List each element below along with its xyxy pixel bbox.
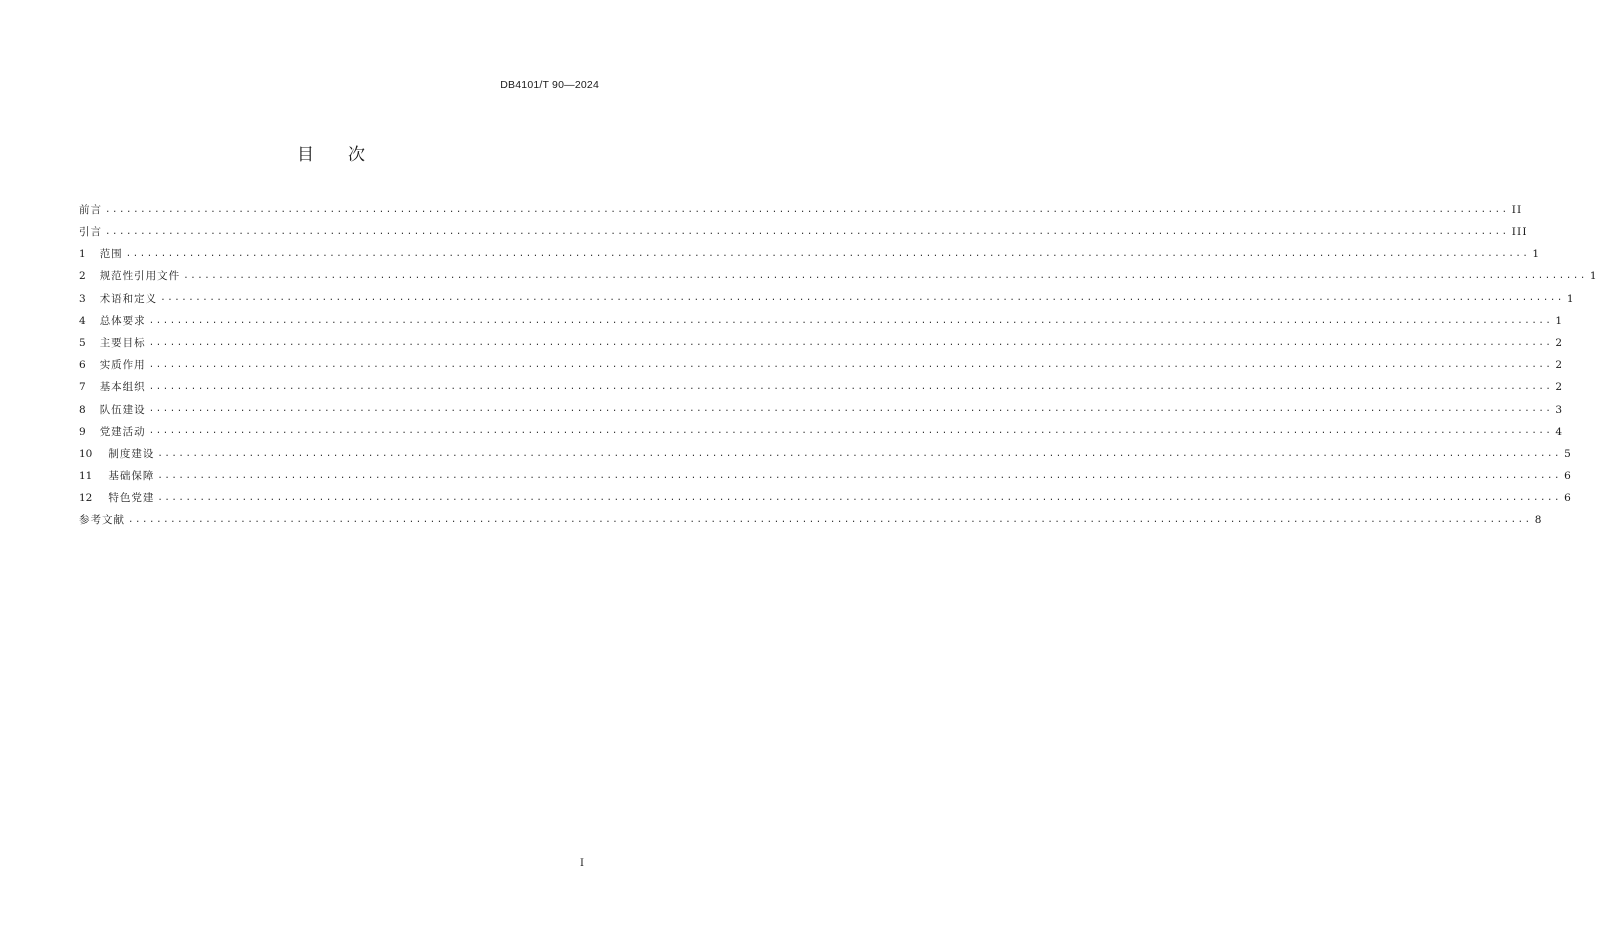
toc-dot-leader: ........................................................................................................................................................................................................ [160, 293, 1564, 304]
toc-dot-leader: ........................................................................................................................................................................................................ [128, 515, 1532, 526]
toc-entry[interactable] [79, 221, 1528, 243]
toc-dot-leader: ........................................................................................................................................................................................................ [105, 226, 1509, 237]
toc-entry-page: 1 [1555, 314, 1564, 327]
toc-entry-page: 5 [1564, 447, 1572, 460]
toc-dot-leader: ........................................................................................................................................................................................................ [148, 404, 1553, 415]
toc-entry[interactable] [79, 510, 1543, 532]
toc-entry-label: 主要目标 [99, 336, 146, 349]
toc-entry-page: 6 [1564, 492, 1572, 505]
toc-entry-label: 基本组织 [99, 381, 146, 394]
toc-dot-leader: ........................................................................................................................................................................................................ [148, 382, 1553, 393]
toc-entry[interactable] [79, 243, 1541, 265]
toc-entry-label: 特色党建 [108, 492, 155, 505]
toc-entry[interactable] [79, 266, 1598, 288]
toc-entry-number: 10 [79, 447, 93, 460]
toc-entry-page: 1 [1589, 270, 1598, 283]
toc-entry-number: 11 [79, 470, 93, 483]
toc-entry-label: 参考文献 [79, 514, 125, 527]
toc-entry[interactable] [79, 399, 1564, 421]
toc-dot-leader: ........................................................................................................................................................................................................ [183, 271, 1587, 282]
toc-entry-page: 1 [1566, 292, 1575, 305]
toc-title: 目次 [297, 145, 399, 165]
toc-entry-label: 实质作用 [99, 359, 146, 372]
toc-entry-page: 2 [1555, 359, 1564, 372]
toc-entry[interactable] [79, 443, 1572, 465]
table-of-contents [79, 199, 1598, 532]
toc-dot-leader: ........................................................................................................................................................................................................ [148, 337, 1553, 348]
toc-dot-leader: ........................................................................................................................................................................................................ [148, 315, 1553, 326]
toc-entry-label: 术语和定义 [99, 292, 158, 305]
toc-dot-leader: ........................................................................................................................................................................................................ [157, 493, 1562, 504]
toc-entry-label: 队伍建设 [99, 403, 146, 416]
toc-entry-label: 前言 [79, 203, 102, 216]
toc-entry-page: III [1511, 226, 1528, 239]
toc-entry[interactable] [79, 199, 1523, 221]
toc-entry-page: 1 [1532, 248, 1541, 261]
toc-entry[interactable] [79, 487, 1572, 509]
toc-entry-number: 7 [79, 381, 86, 394]
toc-entry-label: 党建活动 [99, 425, 146, 438]
toc-dot-leader: ........................................................................................................................................................................................................ [148, 359, 1553, 370]
toc-entry[interactable] [79, 310, 1564, 332]
toc-entry-number: 6 [79, 359, 86, 372]
toc-entry[interactable] [79, 377, 1564, 399]
toc-entry-label: 基础保障 [108, 470, 155, 483]
toc-entry-page: 2 [1555, 336, 1564, 349]
toc-entry-number: 9 [79, 425, 86, 438]
page-number: I [580, 858, 584, 869]
toc-entry[interactable] [79, 332, 1564, 354]
toc-dot-leader: ........................................................................................................................................................................................................ [148, 426, 1553, 437]
toc-entry-number: 1 [79, 248, 86, 261]
toc-dot-leader: ........................................................................................................................................................................................................ [157, 448, 1562, 459]
toc-entry-page: 3 [1555, 403, 1564, 416]
toc-dot-leader: ........................................................................................................................................................................................................ [157, 470, 1562, 481]
toc-entry-number: 12 [79, 492, 93, 505]
toc-entry-number: 2 [79, 270, 86, 283]
toc-entry-page: 4 [1555, 425, 1564, 438]
toc-entry-label: 制度建设 [108, 447, 155, 460]
toc-entry-number: 8 [79, 403, 86, 416]
toc-entry-page: 6 [1564, 470, 1572, 483]
toc-entry-label: 范围 [99, 248, 123, 261]
toc-entry-number: 3 [79, 292, 86, 305]
toc-entry-label: 引言 [79, 226, 102, 239]
toc-entry[interactable] [79, 288, 1575, 310]
toc-dot-leader: ........................................................................................................................................................................................................ [105, 204, 1509, 215]
toc-dot-leader: ........................................................................................................................................................................................................ [125, 248, 1530, 259]
toc-entry-label: 总体要求 [99, 314, 146, 327]
toc-entry[interactable] [79, 465, 1572, 487]
toc-entry-page: 2 [1555, 381, 1564, 394]
toc-entry-page: 8 [1534, 514, 1543, 527]
document-code: DB4101/T 90—2024 [500, 79, 599, 91]
toc-entry[interactable] [79, 354, 1564, 376]
toc-entry-page: II [1511, 203, 1523, 216]
toc-entry-number: 5 [79, 336, 86, 349]
toc-entry-number: 4 [79, 314, 86, 327]
toc-entry[interactable] [79, 421, 1564, 443]
toc-entry-label: 规范性引用文件 [99, 270, 181, 283]
